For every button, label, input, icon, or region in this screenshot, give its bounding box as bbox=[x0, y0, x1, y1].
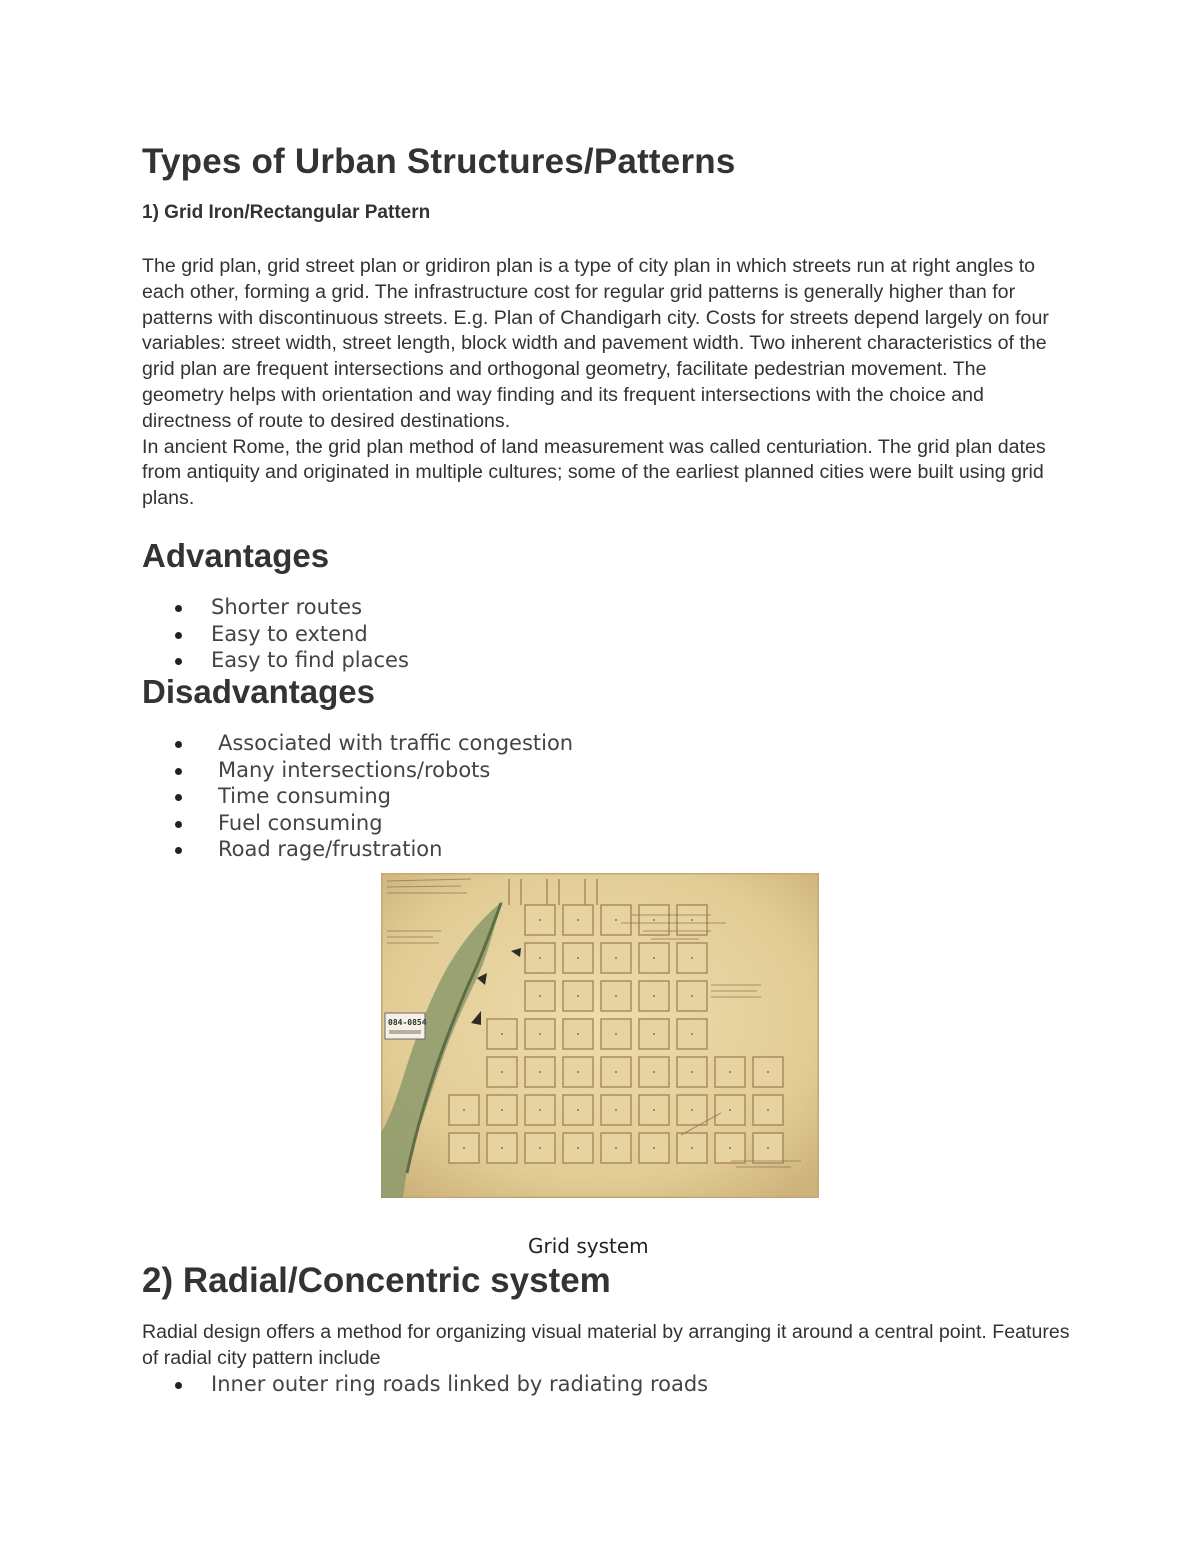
map-lot-dot bbox=[767, 1147, 769, 1149]
map-lot-dot bbox=[539, 957, 541, 959]
map-lot-dot bbox=[577, 1109, 579, 1111]
map-lot-dot bbox=[767, 1071, 769, 1073]
disadvantages-heading: Disadvantages bbox=[142, 673, 375, 710]
map-lot-dot bbox=[653, 1147, 655, 1149]
map-lot-dot bbox=[729, 1147, 731, 1149]
map-lot-dot bbox=[615, 995, 617, 997]
map-lot-dot bbox=[653, 919, 655, 921]
bullet-icon bbox=[175, 605, 182, 612]
map-lot-dot bbox=[653, 1071, 655, 1073]
map-lot-dot bbox=[539, 995, 541, 997]
advantages-heading: Advantages bbox=[142, 537, 330, 574]
map-lot-dot bbox=[577, 919, 579, 921]
map-lot-dot bbox=[577, 1147, 579, 1149]
section-1-body bbox=[142, 254, 1062, 512]
map-lot-dot bbox=[615, 1109, 617, 1111]
section-2-heading: 2) Radial/Concentric system bbox=[142, 1261, 611, 1300]
map-lot-dot bbox=[615, 1033, 617, 1035]
map-lot-dot bbox=[615, 919, 617, 921]
map-lot-dot bbox=[501, 1071, 503, 1073]
map-lot-dot bbox=[653, 1033, 655, 1035]
map-lot-dot bbox=[615, 957, 617, 959]
figure-caption: Grid system bbox=[528, 1234, 649, 1258]
map-lot-dot bbox=[463, 1109, 465, 1111]
bullet-icon bbox=[175, 847, 182, 854]
map-lot-dot bbox=[653, 957, 655, 959]
map-lot-dot bbox=[691, 1147, 693, 1149]
map-lot-dot bbox=[539, 1147, 541, 1149]
map-lot-dot bbox=[501, 1147, 503, 1149]
section-1-heading: 1) Grid Iron/Rectangular Pattern bbox=[142, 202, 431, 223]
grid-city-map-image bbox=[381, 873, 819, 1198]
map-lot-dot bbox=[691, 995, 693, 997]
map-lot-dot bbox=[767, 1109, 769, 1111]
map-lot-dot bbox=[539, 1109, 541, 1111]
map-lot-dot bbox=[615, 1071, 617, 1073]
bullet-icon bbox=[175, 768, 182, 775]
map-lot-dot bbox=[691, 1071, 693, 1073]
map-lot-dot bbox=[539, 919, 541, 921]
map-lot-dot bbox=[615, 1147, 617, 1149]
map-lot-dot bbox=[577, 1071, 579, 1073]
bullet-icon bbox=[175, 821, 182, 828]
map-lot-dot bbox=[691, 919, 693, 921]
bullet-icon bbox=[175, 741, 182, 748]
map-lot-dot bbox=[577, 995, 579, 997]
document-title: Types of Urban Structures/Patterns bbox=[142, 142, 736, 181]
map-lot-dot bbox=[691, 1109, 693, 1111]
map-lot-dot bbox=[729, 1071, 731, 1073]
map-lot-dot bbox=[691, 1033, 693, 1035]
section-2-paragraph: Radial design offers a method for organizing visual material by arranging it around a central point. Features of radial city pattern include bbox=[142, 1321, 1070, 1369]
map-lot-dot bbox=[501, 1033, 503, 1035]
map-lot-dot bbox=[501, 1109, 503, 1111]
map-lot-dot bbox=[653, 1109, 655, 1111]
map-lot-dot bbox=[729, 1109, 731, 1111]
stamp-text: 084-0854 bbox=[388, 1018, 427, 1027]
section-1-paragraph-2: In ancient Rome, the grid plan method of land measurement was called centuriation. The grid plan dates from antiquity and originated in multiple cultures; some of the earliest planned cities were built using grid plans. bbox=[142, 435, 1046, 510]
map-lot-dot bbox=[463, 1147, 465, 1149]
section-2-body bbox=[142, 1320, 1072, 1372]
map-lot-dot bbox=[577, 957, 579, 959]
section-1-paragraph-1: The grid plan, grid street plan or gridiron plan is a type of city plan in which streets run at right angles to each other, forming a grid. The infrastructure cost for regular grid patterns is generally higher than for patterns with discontinuous streets. E.g. Plan of Chandigarh city. Costs for streets depend largely on four variables: street width, street length, block width and pavement width. Two inherent characteristics of the grid plan are frequent intersections and orthogonal geometry, facilitate pedestrian movement. The geometry helps with orientation and way finding and its frequent intersections with the choice and directness of route to desired destinations. bbox=[142, 255, 1049, 432]
bullet-icon bbox=[175, 1382, 182, 1389]
map-lot-dot bbox=[653, 995, 655, 997]
bullet-icon bbox=[175, 794, 182, 801]
map-lot-dot bbox=[539, 1071, 541, 1073]
map-lot-dot bbox=[577, 1033, 579, 1035]
bullet-icon bbox=[175, 632, 182, 639]
bullet-icon bbox=[175, 658, 182, 665]
map-lot-dot bbox=[691, 957, 693, 959]
map-lot-dot bbox=[539, 1033, 541, 1035]
